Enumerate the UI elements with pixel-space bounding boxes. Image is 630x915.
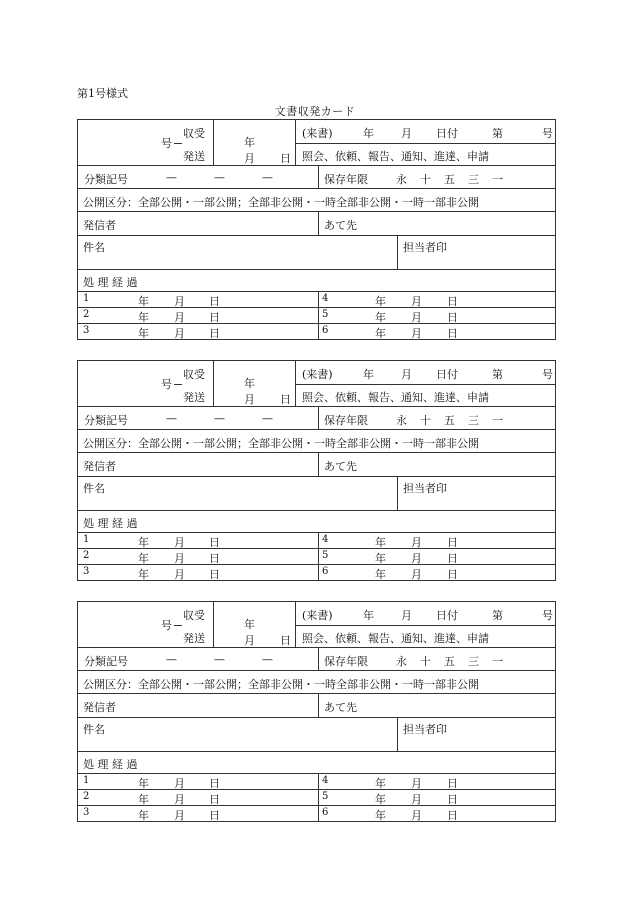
koukai-text: 公開区分：全部公開・一部公開；全部非公開・一時全部非公開・一時一部非公開 — [83, 437, 479, 450]
document-types: 照会、依頼、報告、通知、進達、申請 — [302, 150, 489, 163]
process-number: 5 — [322, 550, 329, 561]
process-grid — [78, 773, 555, 821]
number-cell — [78, 602, 213, 647]
year-label: 年 — [244, 377, 255, 390]
form-title: 文書収発カード — [274, 105, 356, 118]
koukai-text: 公開区分：全部公開・一部公開；全部非公開・一時全部非公開・一時一部非公開 — [83, 678, 479, 691]
bunrui-dash-2: — — [214, 653, 225, 666]
hozon-option: 十 — [420, 414, 431, 427]
card-header-row — [78, 120, 555, 166]
process-day: 日 — [447, 793, 458, 806]
raisho-row — [296, 602, 555, 626]
sender-row — [78, 212, 555, 236]
subject-cell — [78, 477, 397, 510]
process-row-1 — [78, 773, 555, 789]
process-month: 月 — [174, 327, 185, 340]
raisho-label: (来書) — [302, 609, 333, 622]
process-month: 月 — [411, 777, 422, 790]
go-label: 号 — [161, 378, 172, 391]
process-day: 日 — [209, 809, 220, 822]
process-number: 4 — [322, 775, 329, 786]
day-label: 日 — [280, 634, 291, 647]
form-number-label: 第1号様式 — [77, 87, 128, 100]
month-label: 月 — [244, 152, 255, 165]
atesaki-label: あて先 — [324, 219, 357, 232]
recipient-cell — [318, 212, 555, 235]
process-number: 2 — [83, 309, 90, 320]
atesaki-label: あて先 — [324, 701, 357, 714]
process-month: 月 — [411, 552, 422, 565]
raisho-dai: 第 — [492, 609, 503, 622]
process-number: 2 — [83, 791, 90, 802]
hozon-cell — [318, 407, 555, 429]
process-month: 月 — [411, 568, 422, 581]
send-label: 発送 — [183, 391, 205, 404]
bracket-line — [174, 384, 182, 385]
process-year: 年 — [375, 552, 386, 565]
process-day: 日 — [209, 536, 220, 549]
process-day: 日 — [209, 311, 220, 324]
process-year: 年 — [375, 295, 386, 308]
bunrui-dash-1: — — [166, 653, 177, 666]
process-section — [78, 752, 555, 821]
process-number: 1 — [83, 293, 90, 304]
process-number: 4 — [322, 534, 329, 545]
process-year: 年 — [375, 793, 386, 806]
receive-label: 収受 — [183, 127, 205, 140]
process-day: 日 — [447, 552, 458, 565]
process-number: 4 — [322, 293, 329, 304]
hozon-option: 十 — [420, 655, 431, 668]
process-month: 月 — [411, 809, 422, 822]
receive-label: 収受 — [183, 609, 205, 622]
date-cell — [213, 361, 295, 406]
sender-cell — [78, 453, 318, 476]
month-label: 月 — [244, 393, 255, 406]
bunrui-dash-1: — — [166, 171, 177, 184]
recipient-cell — [318, 694, 555, 717]
tantousha-label: 担当者印 — [403, 723, 447, 736]
process-grid — [78, 532, 555, 580]
raisho-year: 年 — [363, 127, 374, 140]
raisho-month: 月 — [401, 609, 412, 622]
process-section — [78, 511, 555, 580]
bunrui-label: 分類記号 — [84, 414, 128, 427]
date-cell — [213, 602, 295, 647]
bunrui-dash-1: — — [166, 412, 177, 425]
hozon-option: 永 — [396, 655, 407, 668]
process-month: 月 — [174, 311, 185, 324]
process-day: 日 — [209, 295, 220, 308]
kenmei-label: 件名 — [83, 723, 105, 736]
classification-row — [78, 407, 555, 430]
process-day: 日 — [447, 327, 458, 340]
process-day: 日 — [209, 793, 220, 806]
atesaki-label: あて先 — [324, 460, 357, 473]
process-year: 年 — [375, 777, 386, 790]
day-label: 日 — [280, 393, 291, 406]
raisho-label: (来書) — [302, 127, 333, 140]
hozon-option: 一 — [492, 414, 503, 427]
receive-label: 収受 — [183, 368, 205, 381]
stamp-cell — [397, 236, 555, 269]
process-year: 年 — [138, 777, 149, 790]
document-card — [77, 601, 556, 822]
process-month: 月 — [174, 809, 185, 822]
raisho-row — [296, 120, 555, 144]
raisho-year: 年 — [363, 368, 374, 381]
number-cell — [78, 120, 213, 165]
tantousha-label: 担当者印 — [403, 241, 447, 254]
process-year: 年 — [138, 536, 149, 549]
bracket-line — [174, 143, 182, 144]
classification-row — [78, 648, 555, 671]
process-number: 6 — [322, 566, 329, 577]
send-label: 発送 — [183, 150, 205, 163]
raisho-dai: 第 — [492, 127, 503, 140]
process-year: 年 — [138, 793, 149, 806]
shori-label: 処 理 経 過 — [83, 517, 138, 530]
hozon-option: 三 — [468, 173, 479, 186]
go-label: 号 — [161, 619, 172, 632]
hozon-label: 保存年限 — [324, 173, 368, 186]
card-header-row — [78, 361, 555, 407]
hozon-option: 五 — [444, 173, 455, 186]
tantousha-label: 担当者印 — [403, 482, 447, 495]
process-month: 月 — [411, 327, 422, 340]
process-row-1 — [78, 291, 555, 307]
process-row-3 — [78, 323, 555, 339]
bracket-line — [174, 625, 182, 626]
recipient-cell — [318, 453, 555, 476]
hozon-option: 一 — [492, 655, 503, 668]
bunrui-cell — [78, 648, 318, 670]
process-year: 年 — [138, 327, 149, 340]
hasshinsha-label: 発信者 — [83, 701, 116, 714]
hozon-option: 十 — [420, 173, 431, 186]
subject-row — [78, 718, 555, 752]
process-month: 月 — [174, 777, 185, 790]
bunrui-dash-3: — — [262, 653, 273, 666]
disclosure-row — [78, 189, 555, 212]
process-month: 月 — [411, 536, 422, 549]
subject-cell — [78, 236, 397, 269]
hasshinsha-label: 発信者 — [83, 219, 116, 232]
subject-row — [78, 236, 555, 270]
hozon-option: 五 — [444, 414, 455, 427]
shori-label: 処 理 経 過 — [83, 758, 138, 771]
document-card — [77, 119, 556, 340]
process-section — [78, 270, 555, 339]
process-header — [78, 511, 555, 532]
raisho-hizuke: 日付 — [436, 609, 458, 622]
process-year: 年 — [138, 552, 149, 565]
document-types: 照会、依頼、報告、通知、進達、申請 — [302, 632, 489, 645]
process-row-2 — [78, 789, 555, 805]
disclosure-row — [78, 430, 555, 453]
classification-row — [78, 166, 555, 189]
hasshinsha-label: 発信者 — [83, 460, 116, 473]
process-year: 年 — [375, 311, 386, 324]
process-day: 日 — [447, 311, 458, 324]
process-number: 5 — [322, 791, 329, 802]
hozon-option: 三 — [468, 655, 479, 668]
subject-row — [78, 477, 555, 511]
process-grid — [78, 291, 555, 339]
process-month: 月 — [411, 295, 422, 308]
bunrui-label: 分類記号 — [84, 173, 128, 186]
bunrui-cell — [78, 166, 318, 188]
send-label: 発送 — [183, 632, 205, 645]
raisho-year: 年 — [363, 609, 374, 622]
raisho-month: 月 — [401, 368, 412, 381]
kenmei-label: 件名 — [83, 482, 105, 495]
process-year: 年 — [138, 809, 149, 822]
process-month: 月 — [174, 568, 185, 581]
raisho-hizuke: 日付 — [436, 127, 458, 140]
process-number: 6 — [322, 807, 329, 818]
raisho-cell — [295, 602, 555, 647]
hozon-label: 保存年限 — [324, 414, 368, 427]
stamp-cell — [397, 718, 555, 751]
process-number: 3 — [83, 807, 90, 818]
hozon-option: 一 — [492, 173, 503, 186]
kenmei-label: 件名 — [83, 241, 105, 254]
process-year: 年 — [375, 568, 386, 581]
bunrui-dash-3: — — [262, 171, 273, 184]
bunrui-dash-2: — — [214, 171, 225, 184]
process-number: 3 — [83, 325, 90, 336]
process-day: 日 — [447, 568, 458, 581]
raisho-cell — [295, 361, 555, 406]
process-month: 月 — [174, 295, 185, 308]
raisho-label: (来書) — [302, 368, 333, 381]
bunrui-dash-3: — — [262, 412, 273, 425]
day-label: 日 — [280, 152, 291, 165]
hozon-option: 五 — [444, 655, 455, 668]
sender-cell — [78, 212, 318, 235]
process-day: 日 — [209, 327, 220, 340]
process-number: 3 — [83, 566, 90, 577]
process-year: 年 — [375, 536, 386, 549]
hozon-option: 三 — [468, 414, 479, 427]
process-year: 年 — [138, 311, 149, 324]
raisho-go: 号 — [542, 609, 553, 622]
process-header — [78, 270, 555, 291]
subject-cell — [78, 718, 397, 751]
year-label: 年 — [244, 618, 255, 631]
sender-cell — [78, 694, 318, 717]
process-row-2 — [78, 307, 555, 323]
bunrui-dash-2: — — [214, 412, 225, 425]
disclosure-row — [78, 671, 555, 694]
process-header — [78, 752, 555, 773]
date-cell — [213, 120, 295, 165]
process-year: 年 — [375, 327, 386, 340]
process-day: 日 — [209, 552, 220, 565]
process-number: 6 — [322, 325, 329, 336]
raisho-dai: 第 — [492, 368, 503, 381]
process-day: 日 — [447, 295, 458, 308]
process-month: 月 — [174, 552, 185, 565]
hozon-cell — [318, 648, 555, 670]
bunrui-cell — [78, 407, 318, 429]
process-row-2 — [78, 548, 555, 564]
process-day: 日 — [209, 568, 220, 581]
process-month: 月 — [174, 793, 185, 806]
process-row-3 — [78, 805, 555, 821]
process-year: 年 — [138, 295, 149, 308]
card-header-row — [78, 602, 555, 648]
process-row-3 — [78, 564, 555, 580]
process-day: 日 — [447, 809, 458, 822]
sender-row — [78, 694, 555, 718]
process-month: 月 — [411, 311, 422, 324]
process-month: 月 — [174, 536, 185, 549]
raisho-go: 号 — [542, 127, 553, 140]
document-types: 照会、依頼、報告、通知、進達、申請 — [302, 391, 489, 404]
shori-label: 処 理 経 過 — [83, 276, 138, 289]
process-day: 日 — [447, 777, 458, 790]
raisho-go: 号 — [542, 368, 553, 381]
year-label: 年 — [244, 136, 255, 149]
hozon-option: 永 — [396, 414, 407, 427]
raisho-month: 月 — [401, 127, 412, 140]
stamp-cell — [397, 477, 555, 510]
go-label: 号 — [161, 137, 172, 150]
raisho-hizuke: 日付 — [436, 368, 458, 381]
process-number: 2 — [83, 550, 90, 561]
process-day: 日 — [447, 536, 458, 549]
process-month: 月 — [411, 793, 422, 806]
hozon-label: 保存年限 — [324, 655, 368, 668]
number-cell — [78, 361, 213, 406]
raisho-cell — [295, 120, 555, 165]
hozon-cell — [318, 166, 555, 188]
process-number: 1 — [83, 534, 90, 545]
process-number: 1 — [83, 775, 90, 786]
sender-row — [78, 453, 555, 477]
bunrui-label: 分類記号 — [84, 655, 128, 668]
process-row-1 — [78, 532, 555, 548]
koukai-text: 公開区分：全部公開・一部公開；全部非公開・一時全部非公開・一時一部非公開 — [83, 196, 479, 209]
process-year: 年 — [138, 568, 149, 581]
month-label: 月 — [244, 634, 255, 647]
hozon-option: 永 — [396, 173, 407, 186]
process-number: 5 — [322, 309, 329, 320]
document-card — [77, 360, 556, 581]
raisho-row — [296, 361, 555, 385]
process-year: 年 — [375, 809, 386, 822]
process-day: 日 — [209, 777, 220, 790]
